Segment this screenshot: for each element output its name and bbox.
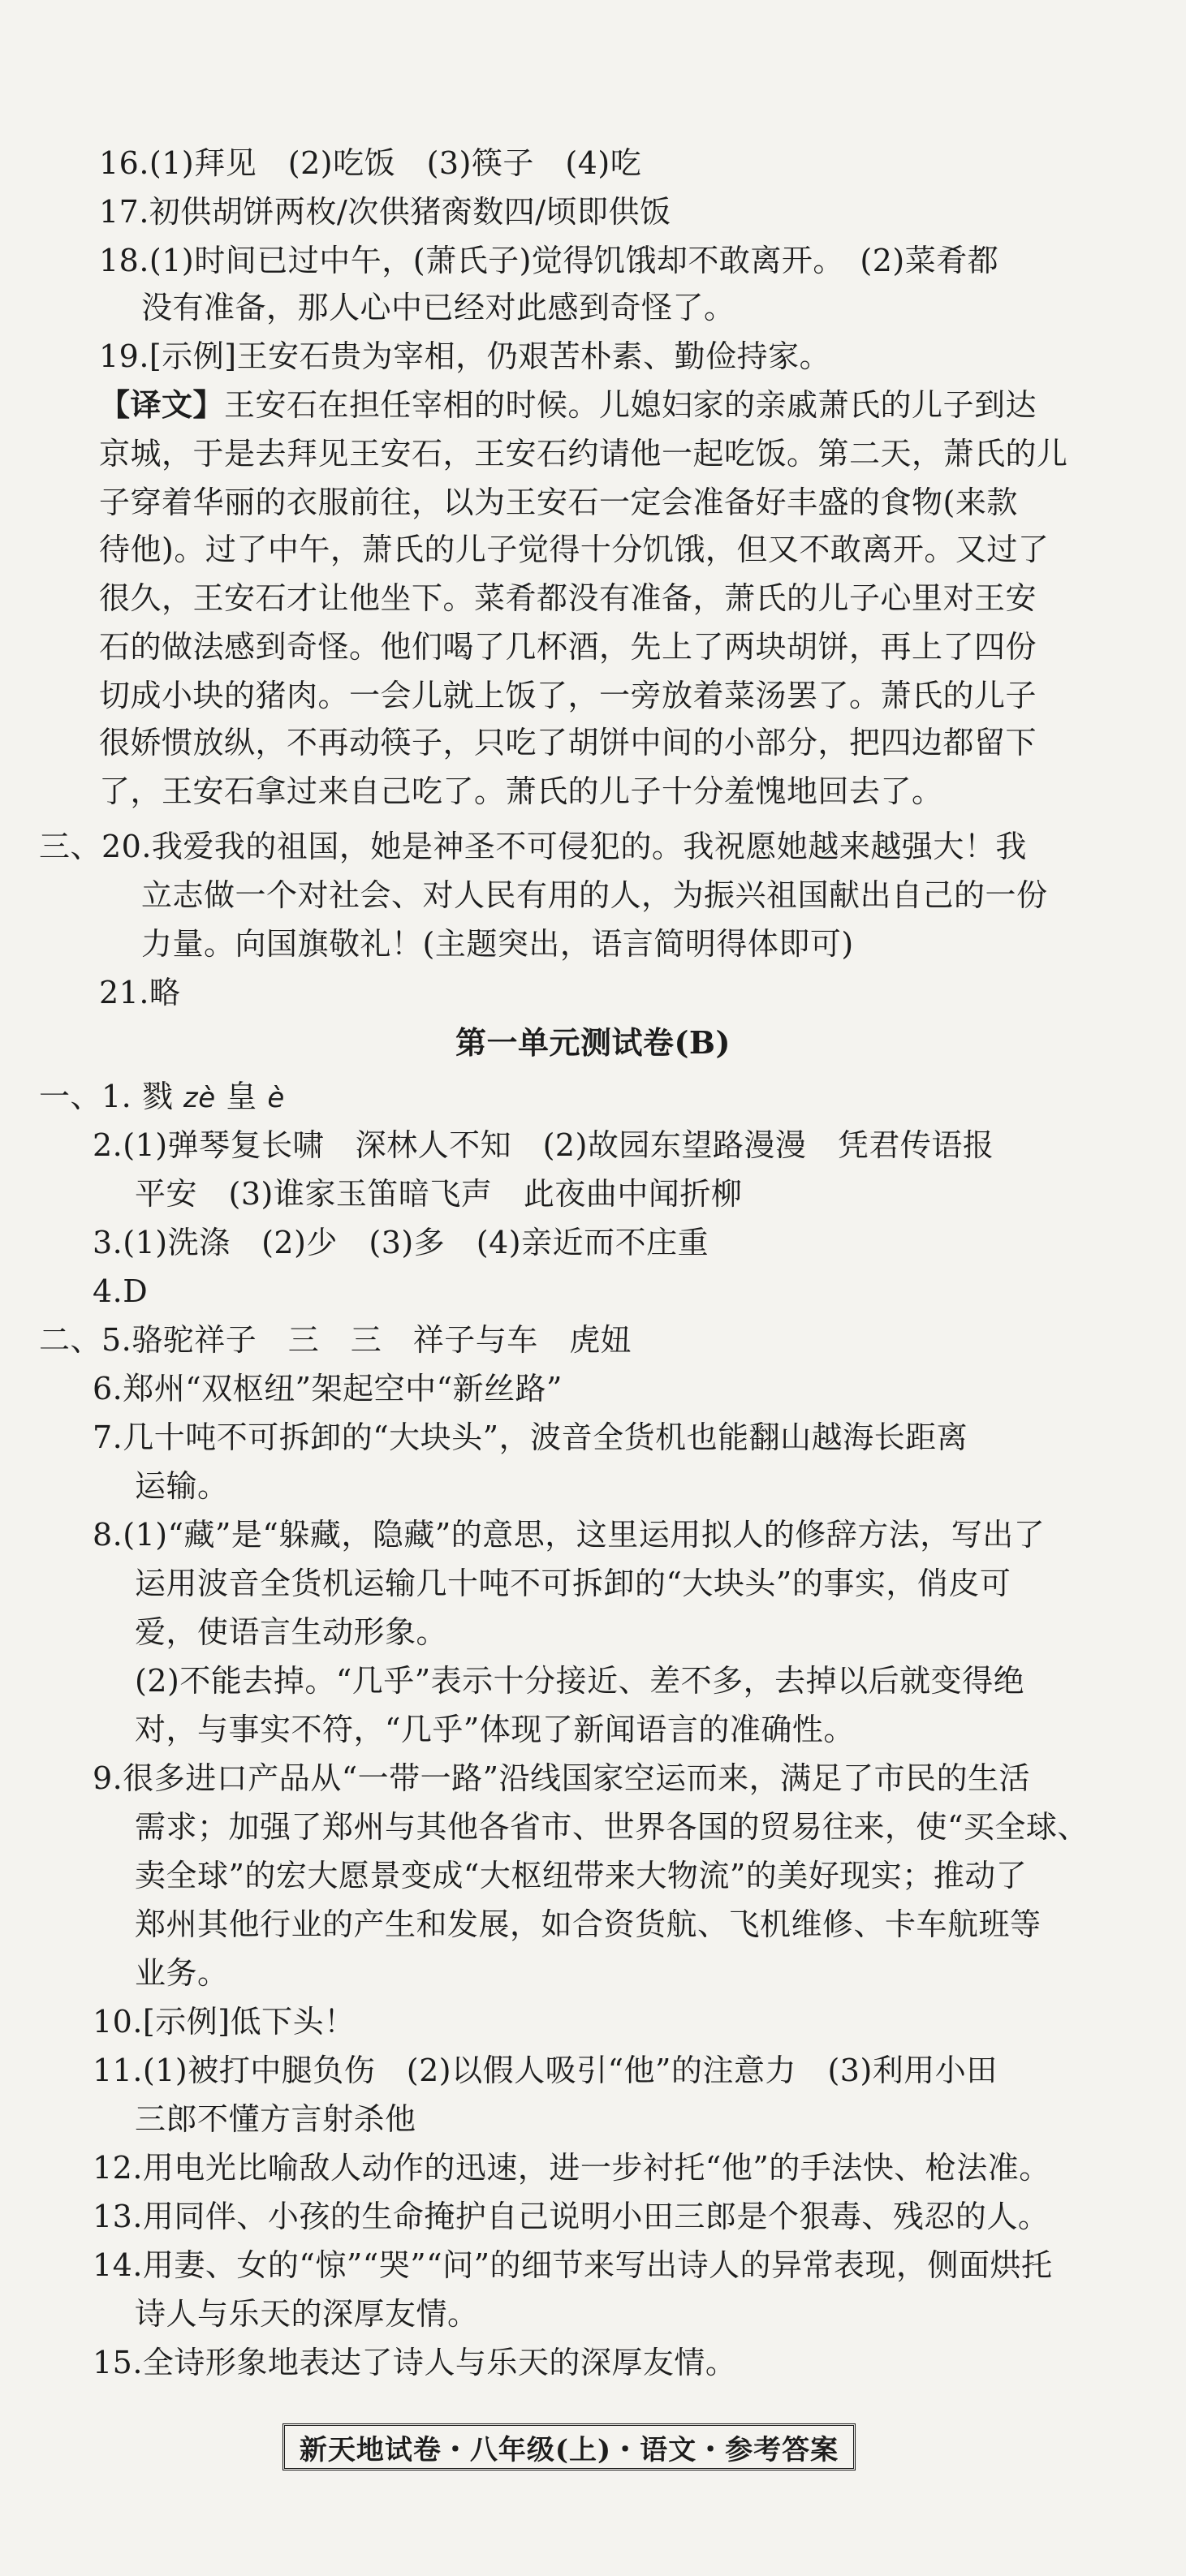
answer-line: 2.(1)弹琴复长啸 深林人不知 (2)故园东望路漫漫 凭君传语报 xyxy=(93,1127,994,1163)
answer-line: 4.D xyxy=(93,1273,149,1309)
translation-line: 京城，于是去拜见王安石，王安石约请他一起吃饭。第二天，萧氏的儿 xyxy=(99,436,1068,472)
answer-line: 三郎不懂方言射杀他 xyxy=(135,2101,416,2137)
answer-line: 18.(1)时间已过中午，(萧氏子)觉得饥饿却不敢离开。 (2)菜肴都 xyxy=(99,243,999,278)
answer-line: 11.(1)被打中腿负伤 (2)以假人吸引“他”的注意力 (3)利用小田 xyxy=(93,2053,998,2088)
answer-line: 爱，使语言生动形象。 xyxy=(135,1614,448,1650)
answer-line: 郑州其他行业的产生和发展，如合资货航、飞机维修、卡车航班等 xyxy=(135,1906,1042,1942)
answer-line: 8.(1)“藏”是“躲藏，隐藏”的意思，这里运用拟人的修辞方法，写出了 xyxy=(93,1517,1046,1553)
translation-text: 王安石在担任宰相的时候。儿媳妇家的亲戚萧氏的儿子到达 xyxy=(224,387,1037,423)
answer-line: 诗人与乐天的深厚友情。 xyxy=(135,2296,479,2332)
translation-line xyxy=(99,385,1037,425)
answer-line: 二、5.骆驼祥子 三 三 祥子与车 虎妞 xyxy=(39,1322,632,1358)
q1-text: 一、1. 戮 xyxy=(39,1079,183,1114)
answer-line: 运用波音全货机运输几十吨不可拆卸的“大块头”的事实，俏皮可 xyxy=(135,1566,1011,1601)
answer-line: 17.初供胡饼两枚/次供猪脔数四/顷即供饭 xyxy=(99,194,671,230)
answer-line: (2)不能去掉。“几乎”表示十分接近、差不多，去掉以后就变得绝 xyxy=(135,1663,1025,1699)
translation-line: 石的做法感到奇怪。他们喝了几杯酒，先上了两块胡饼，再上了四份 xyxy=(99,629,1037,665)
translation-line: 很娇惯放纵，不再动筷子，只吃了胡饼中间的小部分，把四边都留下 xyxy=(99,725,1037,760)
answer-line: 没有准备，那人心中已经对此感到奇怪了。 xyxy=(141,290,735,325)
answer-line: 7.几十吨不可拆卸的“大块头”，波音全货机也能翻山越海长距离 xyxy=(93,1419,968,1455)
answer-line: 13.用同伴、小孩的生命掩护自己说明小田三郎是个狠毒、残忍的人。 xyxy=(93,2199,1050,2234)
q1-pinyin: zè xyxy=(183,1082,216,1114)
answer-line: 力量。向国旗敬礼！(主题突出，语言简明得体即可) xyxy=(141,926,854,962)
translation-label: 【译文】 xyxy=(99,386,225,423)
answer-line: 3.(1)洗涤 (2)少 (3)多 (4)亲近而不庄重 xyxy=(93,1225,709,1260)
section-title: 第一单元测试卷(B) xyxy=(455,1024,731,1061)
answer-line: 21.略 xyxy=(99,975,181,1010)
answer-line: 三、20.我爱我的祖国，她是神圣不可侵犯的。我祝愿她越来越强大！我 xyxy=(39,829,1027,864)
q1-text: 皇 xyxy=(215,1079,268,1114)
translation-line: 了，王安石拿过来自己吃了。萧氏的儿子十分羞愧地回去了。 xyxy=(99,773,943,809)
answer-line: 对，与事实不符，“几乎”体现了新闻语言的准确性。 xyxy=(135,1712,855,1747)
answer-line: 12.用电光比喻敌人动作的迅速，进一步衬托“他”的手法快、枪法准。 xyxy=(93,2150,1050,2186)
page-footer: 新天地试卷・八年级(上)・语文・参考答案 xyxy=(282,2423,856,2470)
translation-line: 切成小块的猪肉。一会儿就上饭了，一旁放着菜汤罢了。萧氏的儿子 xyxy=(99,678,1037,713)
answer-line: 14.用妻、女的“惊”“哭”“问”的细节来写出诗人的异常表现，侧面烘托 xyxy=(93,2247,1053,2283)
translation-line: 子穿着华丽的衣服前往，以为王安石一定会准备好丰盛的食物(来款 xyxy=(99,485,1018,520)
answer-line: 6.郑州“双枢纽”架起空中“新丝路” xyxy=(93,1371,563,1406)
answer-line: 业务。 xyxy=(135,1955,229,1991)
answer-line: 平安 (3)谁家玉笛暗飞声 此夜曲中闻折柳 xyxy=(135,1176,743,1212)
answer-line: 15.全诗形象地表达了诗人与乐天的深厚友情。 xyxy=(93,2345,737,2380)
q1-pinyin: è xyxy=(267,1082,285,1114)
answer-line: 9.很多进口产品从“一带一路”沿线国家空运而来，满足了市民的生活 xyxy=(93,1760,1031,1796)
answer-line: 需求；加强了郑州与其他各省市、世界各国的贸易往来，使“买全球、 xyxy=(135,1809,1089,1845)
answer-line: 立志做一个对社会、对人民有用的人，为振兴祖国献出自己的一份 xyxy=(141,877,1048,913)
answer-line: 运输。 xyxy=(135,1468,229,1504)
answer-line xyxy=(39,1076,285,1118)
answer-line: 卖全球”的宏大愿景变成“大枢纽带来大物流”的美好现实；推动了 xyxy=(135,1858,1028,1893)
answer-line: 10.[示例]低下头！ xyxy=(93,2004,356,2040)
translation-line: 待他)。过了中午，萧氏的儿子觉得十分饥饿，但又不敢离开。又过了 xyxy=(99,532,1050,567)
answer-line: 19.[示例]王安石贵为宰相，仍艰苦朴素、勤俭持家。 xyxy=(99,338,831,374)
translation-line: 很久，王安石才让他坐下。菜肴都没有准备，萧氏的儿子心里对王安 xyxy=(99,580,1037,616)
answer-line: 16.(1)拜见 (2)吃饭 (3)筷子 (4)吃 xyxy=(99,145,642,181)
